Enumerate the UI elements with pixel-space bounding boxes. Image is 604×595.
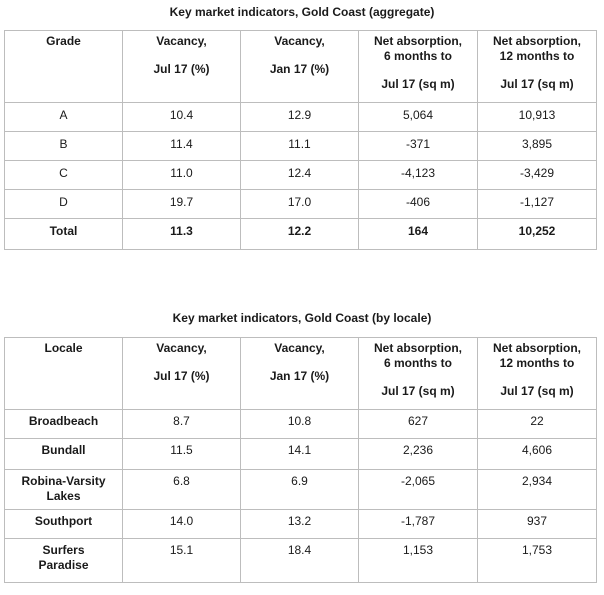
row-label-line: Lakes	[46, 489, 81, 503]
table-row	[5, 410, 597, 439]
cell-net-absorption-6m: -406	[359, 190, 478, 219]
cell-net-absorption-12m: -1,127	[478, 190, 597, 219]
header-net-absorption-6m: Net absorption, 6 months to Jul 17 (sq m)	[359, 31, 478, 103]
cell-net-absorption-6m: -4,123	[359, 161, 478, 190]
row-label-line: Surfers	[42, 543, 85, 557]
header-vacancy-jul17: Vacancy, Jul 17 (%)	[123, 31, 241, 103]
row-label	[5, 539, 123, 583]
cell-vacancy-jul17: 11.4	[123, 132, 241, 161]
header-locale: Locale	[5, 338, 123, 410]
table-row	[5, 103, 597, 132]
header-grade: Grade	[5, 31, 123, 103]
cell-vacancy-jul17: 11.3	[123, 219, 241, 250]
cell-net-absorption-6m: 627	[359, 410, 478, 439]
cell-vacancy-jan17: 13.2	[241, 510, 359, 539]
cell-vacancy-jul17: 11.0	[123, 161, 241, 190]
row-label: Southport	[5, 510, 123, 539]
cell-vacancy-jan17: 10.8	[241, 410, 359, 439]
cell-vacancy-jan17: 11.1	[241, 132, 359, 161]
row-label: A	[5, 103, 123, 132]
cell-vacancy-jan17: 14.1	[241, 439, 359, 470]
cell-vacancy-jan17: 12.2	[241, 219, 359, 250]
row-label-line: Paradise	[38, 558, 89, 572]
row-label: C	[5, 161, 123, 190]
cell-vacancy-jan17: 12.4	[241, 161, 359, 190]
cell-net-absorption-6m: 1,153	[359, 539, 478, 583]
row-label: D	[5, 190, 123, 219]
cell-net-absorption-6m: 2,236	[359, 439, 478, 470]
row-label: B	[5, 132, 123, 161]
row-label: Total	[5, 219, 123, 250]
cell-net-absorption-6m: 164	[359, 219, 478, 250]
cell-net-absorption-12m: 10,913	[478, 103, 597, 132]
header-vacancy-jul17: Vacancy, Jul 17 (%)	[123, 338, 241, 410]
table-row	[5, 510, 597, 539]
header-net-absorption-12m: Net absorption, 12 months to Jul 17 (sq m)	[478, 338, 597, 410]
locale-table	[4, 337, 597, 583]
cell-net-absorption-12m: 10,252	[478, 219, 597, 250]
header-vacancy-jan17: Vacancy, Jan 17 (%)	[241, 31, 359, 103]
cell-vacancy-jul17: 8.7	[123, 410, 241, 439]
header-row	[5, 338, 597, 410]
cell-net-absorption-12m: 2,934	[478, 470, 597, 510]
cell-net-absorption-12m: 4,606	[478, 439, 597, 470]
cell-vacancy-jul17: 11.5	[123, 439, 241, 470]
header-net-absorption-12m: Net absorption, 12 months to Jul 17 (sq m)	[478, 31, 597, 103]
cell-vacancy-jul17: 14.0	[123, 510, 241, 539]
table-row	[5, 470, 597, 510]
cell-vacancy-jan17: 17.0	[241, 190, 359, 219]
cell-vacancy-jan17: 18.4	[241, 539, 359, 583]
cell-vacancy-jan17: 12.9	[241, 103, 359, 132]
header-net-absorption-6m: Net absorption, 6 months to Jul 17 (sq m)	[359, 338, 478, 410]
table-row	[5, 132, 597, 161]
table-row	[5, 190, 597, 219]
cell-net-absorption-12m: 3,895	[478, 132, 597, 161]
cell-net-absorption-6m: -371	[359, 132, 478, 161]
table-row	[5, 439, 597, 470]
cell-vacancy-jul17: 6.8	[123, 470, 241, 510]
cell-net-absorption-6m: 5,064	[359, 103, 478, 132]
cell-vacancy-jan17: 6.9	[241, 470, 359, 510]
cell-net-absorption-6m: -1,787	[359, 510, 478, 539]
cell-net-absorption-12m: -3,429	[478, 161, 597, 190]
header-vacancy-jan17: Vacancy, Jan 17 (%)	[241, 338, 359, 410]
cell-vacancy-jul17: 19.7	[123, 190, 241, 219]
aggregate-table-title: Key market indicators, Gold Coast (aggregate)	[169, 5, 435, 19]
total-row	[5, 219, 597, 250]
cell-net-absorption-6m: -2,065	[359, 470, 478, 510]
header-row	[5, 31, 597, 103]
aggregate-table	[4, 30, 597, 250]
row-label: Bundall	[5, 439, 123, 470]
row-label-line: Robina-Varsity	[21, 474, 106, 488]
cell-net-absorption-12m: 1,753	[478, 539, 597, 583]
row-label: Broadbeach	[5, 410, 123, 439]
cell-vacancy-jul17: 10.4	[123, 103, 241, 132]
cell-net-absorption-12m: 22	[478, 410, 597, 439]
table-row	[5, 539, 597, 583]
row-label	[5, 470, 123, 510]
cell-vacancy-jul17: 15.1	[123, 539, 241, 583]
table-row	[5, 161, 597, 190]
cell-net-absorption-12m: 937	[478, 510, 597, 539]
locale-table-title: Key market indicators, Gold Coast (by locale)	[172, 311, 432, 325]
